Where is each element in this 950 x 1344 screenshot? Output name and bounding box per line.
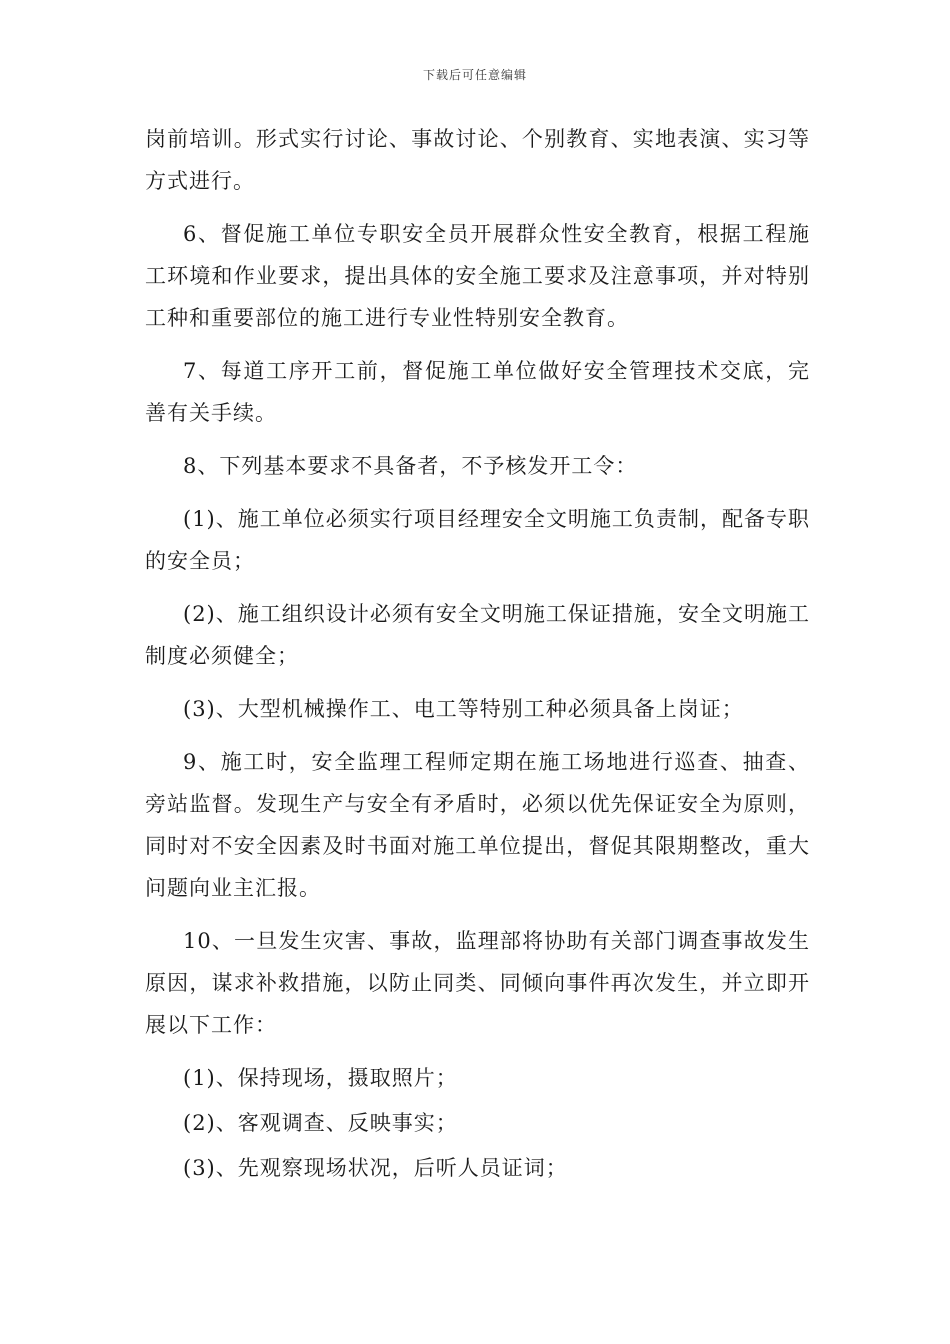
paragraph-continuation: 岗前培训。形式实行讨论、事故讨论、个别教育、实地表演、实习等方式进行。 — [145, 127, 810, 193]
paragraph-item-9: 9、施工时，安全监理工程师定期在施工场地进行巡查、抽查、旁站监督。发现生产与安全有矛盾时，必须以优先保证安全为原则，同时对不安全因素及时书面对施工单位提出，督促其限期整改，重大问题向业主汇报。 — [145, 750, 810, 900]
document-body — [145, 118, 810, 1192]
paragraph-item-8: 8、下列基本要求不具备者，不予核发开工令： — [183, 454, 638, 478]
paragraph-item-10-2: (2)、客观调查、反映事实； — [183, 1111, 458, 1135]
paragraph-item-8-2: (2)、施工组织设计必须有安全文明施工保证措施，安全文明施工制度必须健全； — [145, 602, 810, 668]
paragraph-item-6: 6、督促施工单位专职安全员开展群众性安全教育，根据工程施工环境和作业要求，提出具体的安全施工要求及注意事项，并对特别工种和重要部位的施工进行专业性特别安全教育。 — [145, 222, 810, 330]
paragraph-item-8-1: (1)、施工单位必须实行项目经理安全文明施工负责制，配备专职的安全员； — [145, 507, 810, 573]
paragraph-item-10-1: (1)、保持现场，摄取照片； — [183, 1066, 458, 1090]
paragraph-item-10-3: (3)、先观察现场状况，后听人员证词； — [183, 1156, 568, 1180]
paragraph-item-10: 10、一旦发生灾害、事故，监理部将协助有关部门调查事故发生原因，谋求补救措施，以防止同类、同倾向事件再次发生，并立即开展以下工作： — [145, 929, 810, 1037]
page-header: 下载后可任意编辑 — [422, 68, 527, 82]
paragraph-item-8-3: (3)、大型机械操作工、电工等特别工种必须具备上岗证； — [183, 697, 744, 721]
paragraph-item-7: 7、每道工序开工前，督促施工单位做好安全管理技术交底，完善有关手续。 — [145, 359, 810, 425]
